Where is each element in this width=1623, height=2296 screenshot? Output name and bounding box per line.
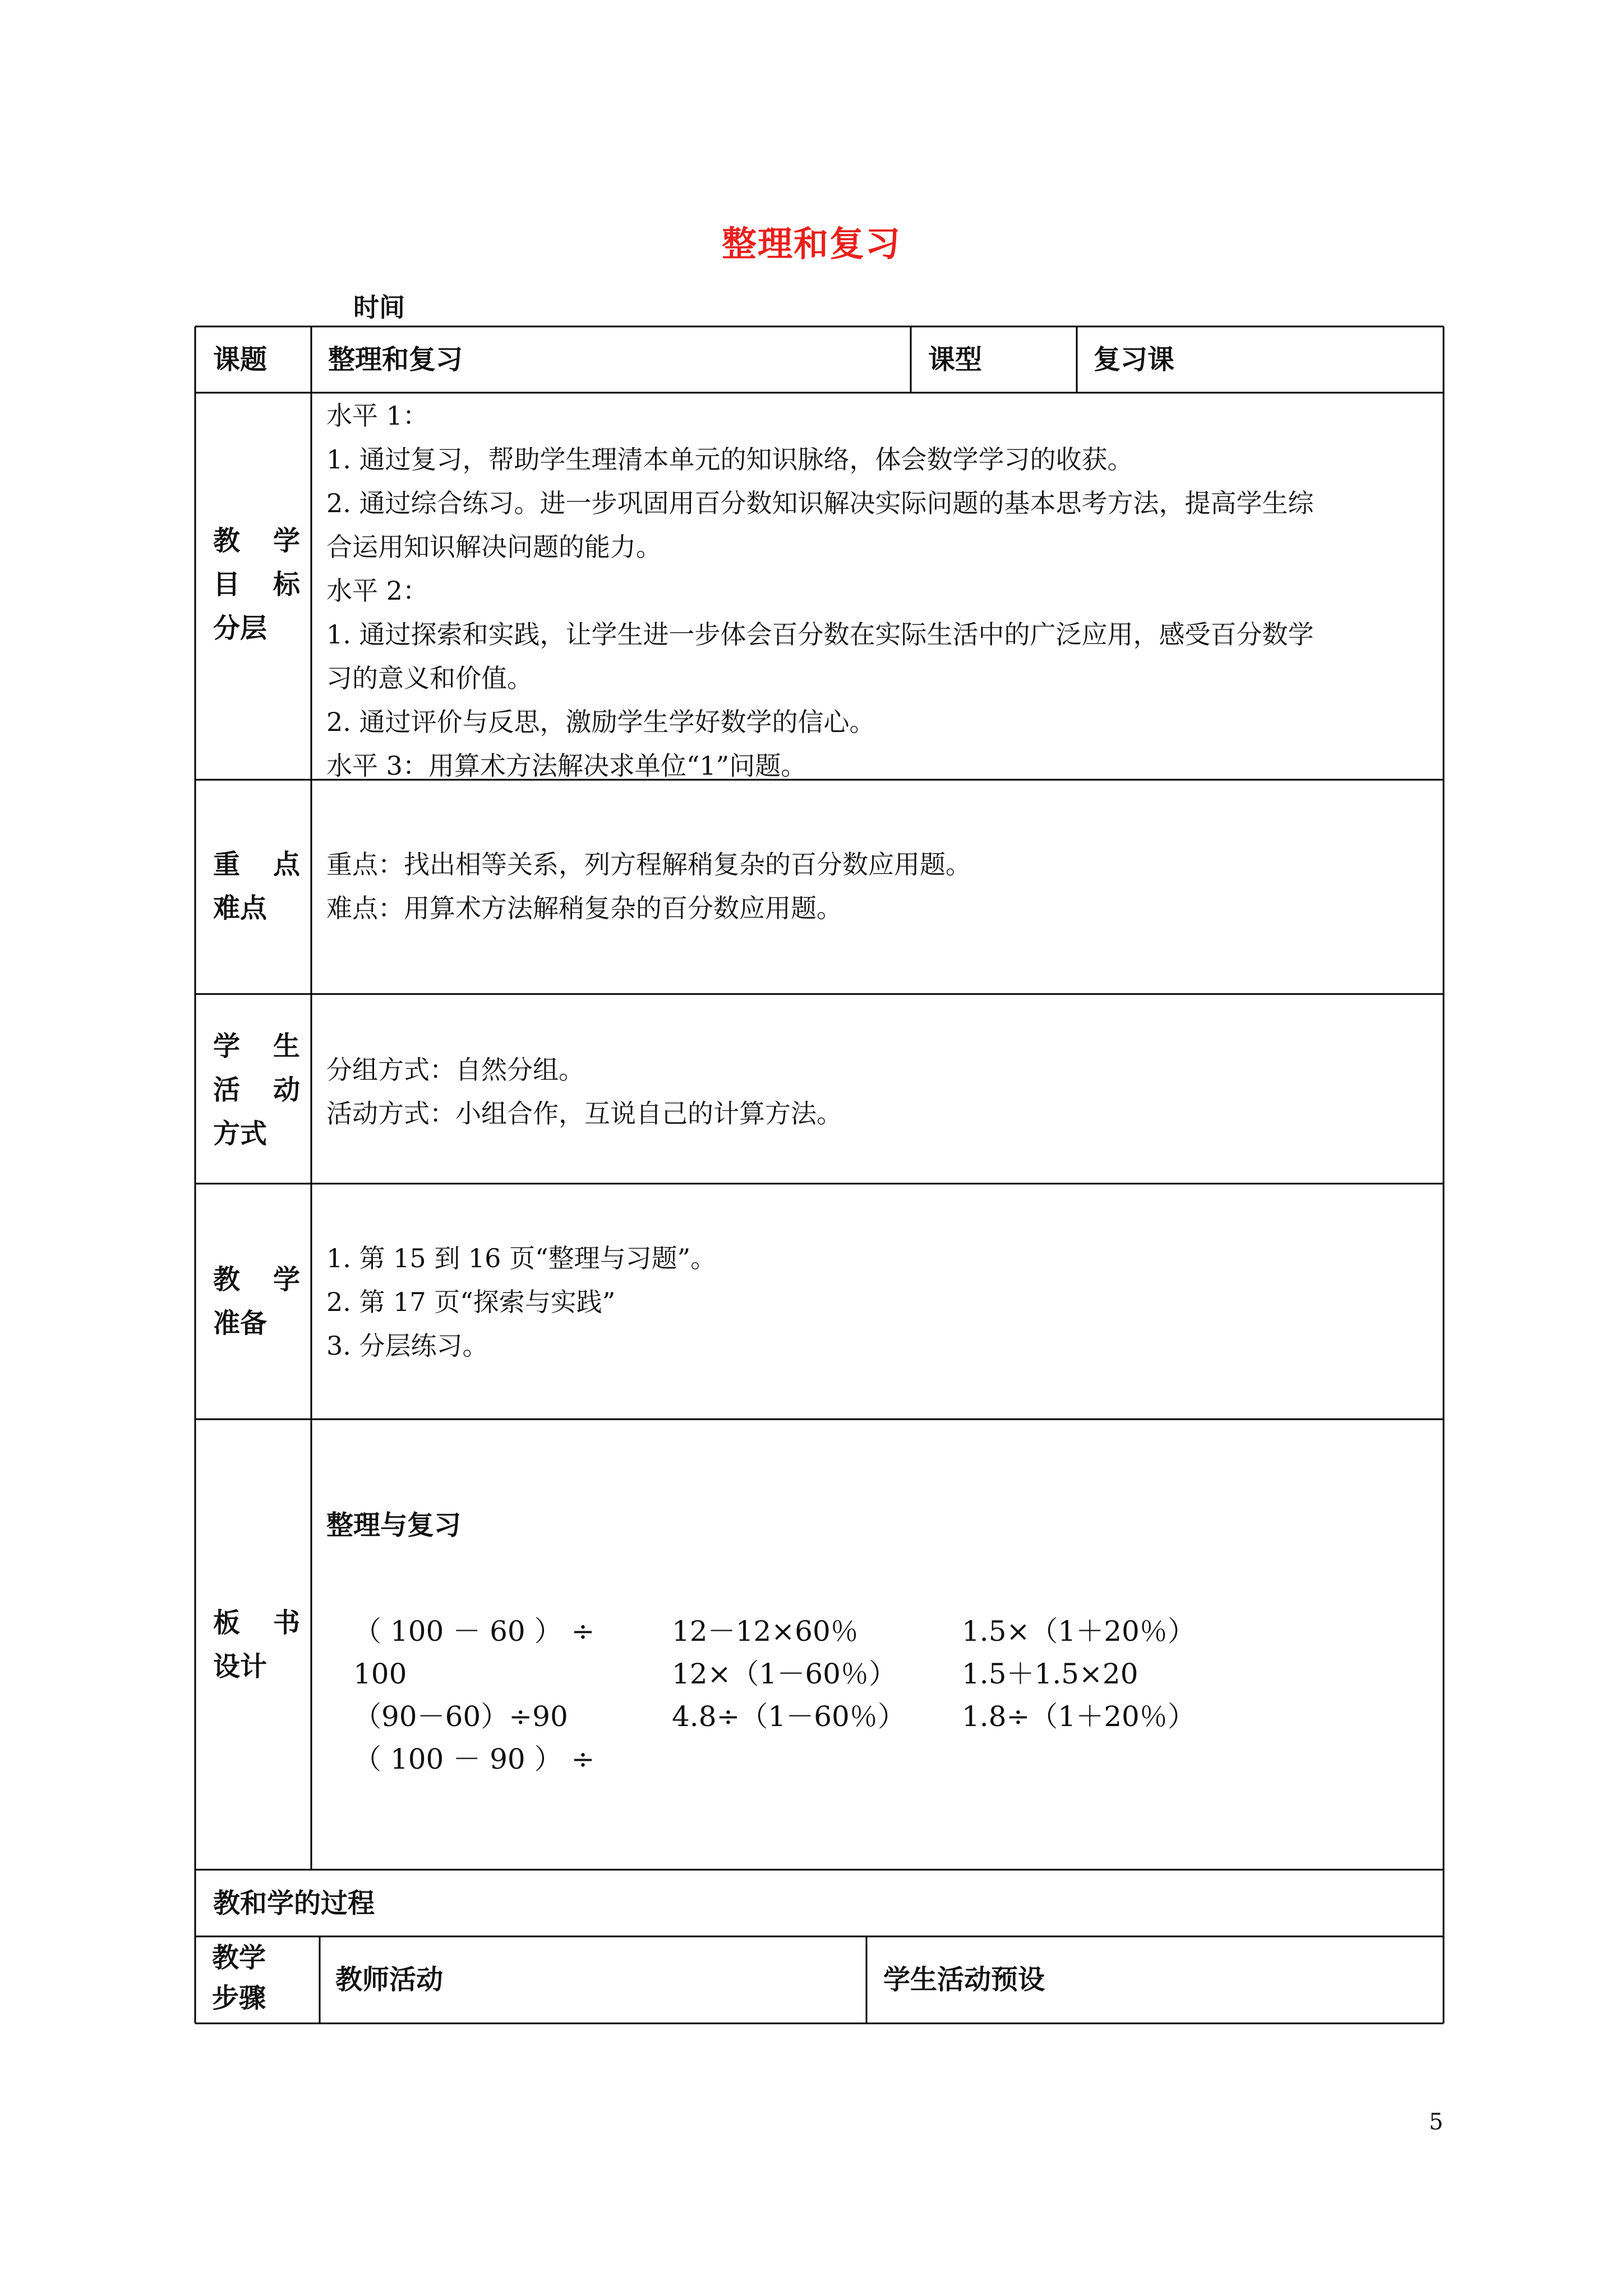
- preparation-line: 2. 第 17 页“探索与实践”: [326, 1287, 616, 1317]
- preparation-line: 3. 分层练习。: [326, 1331, 488, 1361]
- activity-line: 分组方式：自然分组。: [326, 1055, 584, 1085]
- objective-line: 水平 1：: [326, 401, 428, 431]
- board-formula: 1.8÷（1＋20％）: [962, 1700, 1196, 1733]
- type-value: 复习课: [1094, 344, 1175, 375]
- activities-content: [326, 1048, 842, 1135]
- topic-value: 整理和复习: [328, 344, 463, 375]
- board-formula: （ 100 － 90 ） ÷: [353, 1743, 595, 1775]
- objective-line: 2. 通过综合练习。进一步巩固用百分数知识解决实际问题的基本思考方法，提高学生综: [326, 488, 1314, 518]
- type-label: 课型: [928, 344, 983, 375]
- step-label: 教学 步骤: [212, 1942, 266, 2014]
- objective-line: 水平 3：用算术方法解决求单位“1”问题。: [326, 751, 807, 781]
- objective-line: 习的意义和价值。: [326, 663, 533, 693]
- activities-label: 学 生 活 动 方式: [213, 1030, 300, 1149]
- student-activity-label: 学生活动预设: [883, 1964, 1045, 1995]
- objective-line: 1. 通过探索和实践，让学生进一步体会百分数在实际生活中的广泛应用，感受百分数学: [326, 619, 1314, 650]
- board-formula: 12×（1－60％）: [672, 1658, 897, 1690]
- board-formula: （ 100 － 60 ） ÷: [353, 1615, 595, 1648]
- board-formula: 4.8÷（1－60％）: [672, 1700, 906, 1733]
- preparation-line: 1. 第 15 到 16 页“整理与习题”。: [326, 1243, 717, 1273]
- activity-line: 活动方式：小组合作，互说自己的计算方法。: [326, 1098, 842, 1129]
- board-formula: 1.5×（1＋20％）: [962, 1615, 1196, 1648]
- objective-line: 合运用知识解决问题的能力。: [326, 532, 662, 562]
- process-heading: 教和学的过程: [213, 1888, 375, 1919]
- board-formula: 100: [353, 1658, 407, 1690]
- topic-label: 课题: [213, 344, 268, 375]
- objective-line: 1. 通过复习，帮助学生理清本单元的知识脉络，体会数学学习的收获。: [326, 444, 1133, 475]
- teacher-activity-label: 教师活动: [335, 1964, 444, 1995]
- board-formula: 1.5＋1.5×20: [962, 1658, 1138, 1690]
- key-points-label: 重 点 难点: [213, 849, 300, 924]
- board-label: 板 书 设计: [213, 1607, 300, 1682]
- page-number: 5: [1429, 2109, 1444, 2135]
- key-points-content: [326, 843, 971, 930]
- objective-line: 水平 2：: [326, 576, 428, 606]
- preparation-label: 教 学 准备: [213, 1264, 300, 1339]
- board-formula: 12－12×60％: [672, 1615, 859, 1648]
- page-title: 整理和复习: [721, 223, 901, 264]
- objectives-content: [326, 394, 1314, 788]
- key-point-line: 重点：找出相等关系，列方程解稍复杂的百分数应用题。: [326, 849, 971, 880]
- objective-line: 2. 通过评价与反思，激励学生学好数学的信心。: [326, 707, 875, 737]
- preparation-content: [326, 1236, 716, 1368]
- time-label: 时间: [353, 292, 405, 323]
- board-formula: （90－60）÷90: [353, 1700, 568, 1733]
- objectives-label: 教 学 目 标 分层: [213, 525, 300, 644]
- board-heading: 整理与复习: [326, 1510, 462, 1541]
- key-point-line: 难点：用算术方法解稍复杂的百分数应用题。: [326, 893, 842, 923]
